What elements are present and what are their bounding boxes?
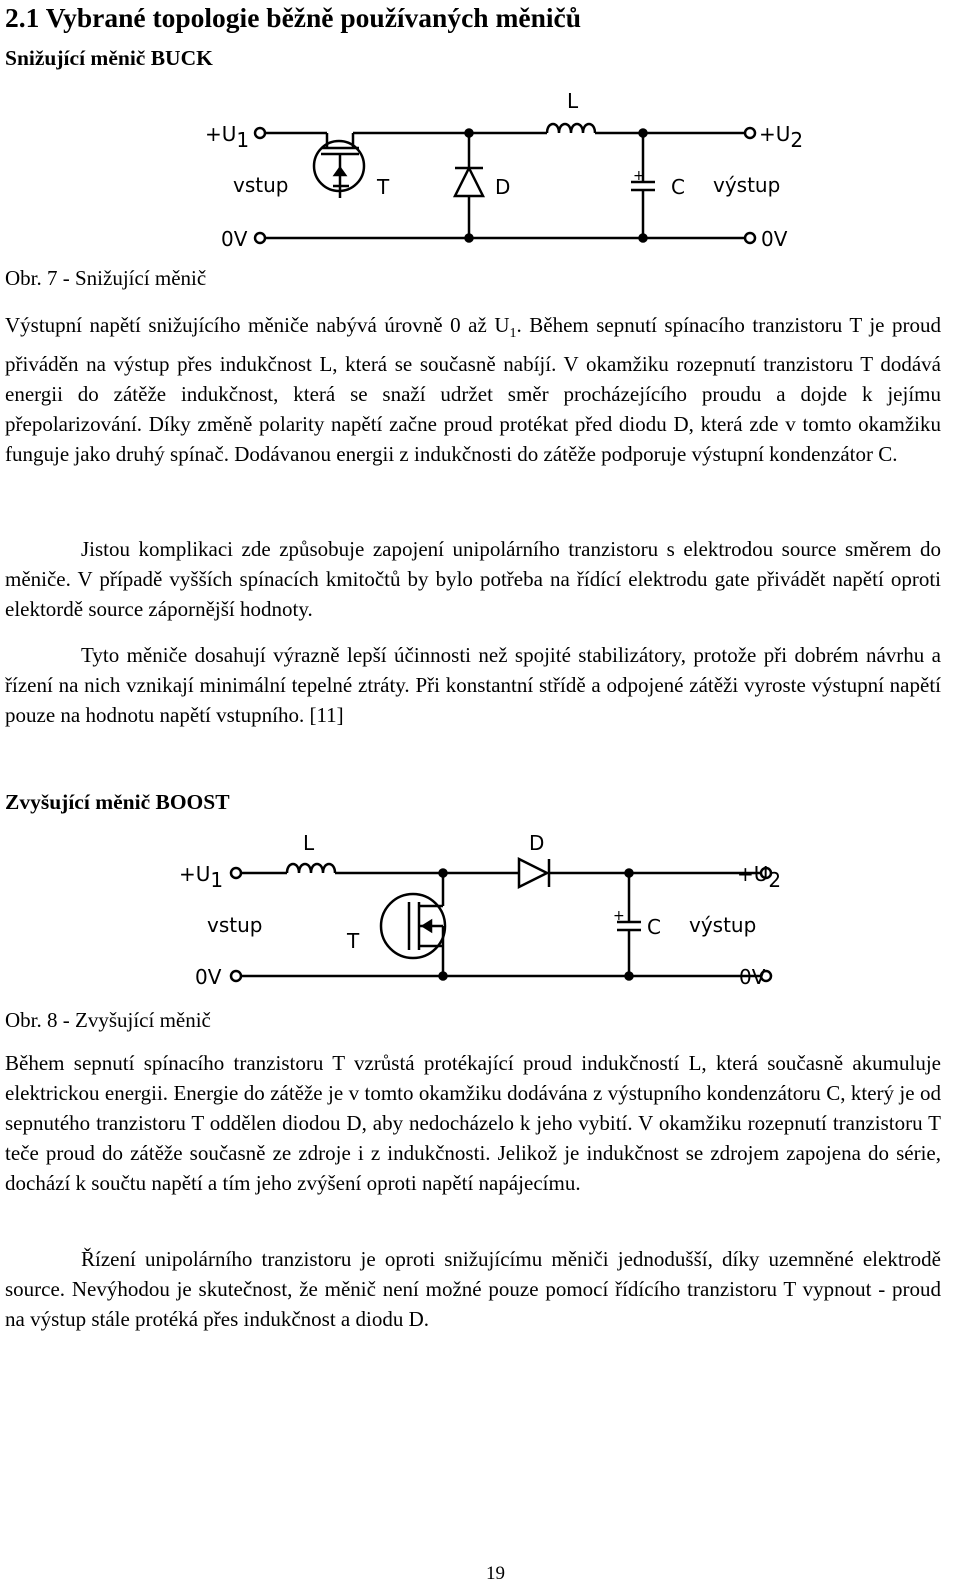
buck-label-0v-out: 0V (761, 227, 788, 251)
buck-label-c: C (671, 175, 685, 199)
buck-paragraph-1: Výstupní napětí snižujícího měniče nabývá úrovně 0 až $U_1$. Během sepnutí spínacího tranzistoru T je proud přiváděn na výstup přes indukčnost L, která se současně nabíjí. V okamžiku rozepnutí tranzistoru T dodává energii do zátěže indukčnost, která se snaží udržet směr procházejícího proudu a dojde k jejímu přepolarizování. Díky změně polarity napětí začne proud protékat před diodu D, která zde v tomto okamžiku funguje jako druhý spínač. Dodávanou energii z indukčnosti do zátěže podporuje výstupní kondenzátor C. (5, 313, 941, 467)
buck-label-d: D (495, 175, 511, 199)
buck-paragraph-2: Jistou komplikaci zde způsobuje zapojení unipolárního tranzistoru s elektrodou source směrem do měniče. V případě vyšších spínacích kmitočtů by bylo potřeba na řídící elektrodu gate přivádět napětí oproti elektordě source zápornější hodnoty. (5, 537, 941, 621)
boost-label-0v-out: 0V (739, 965, 766, 989)
boost-label-t: T (347, 929, 360, 953)
buck-caption: Obr. 7 - Snižující měnič (5, 266, 207, 290)
buck-label-vystup: výstup (713, 173, 781, 197)
buck-schematic (203, 86, 803, 256)
boost-label-u1: +U1 (179, 862, 224, 892)
page-number: 19 (486, 1563, 505, 1584)
boost-paragraph-1: Během sepnutí spínacího tranzistoru T vzrůstá protékající proud indukčností L, která současně akumuluje elektrickou energii. Energie do zátěže je v tomto okamžiku dodávána z výstupního kondenzátoru C, který je od sepnutého tranzistoru T oddělen diodou D, aby nedocházelo k jeho vybití. V okamžiku rozepnutí tranzistoru T teče proud do zátěže současně ze zdroje i z indukčnosti. Jelikož je indukčnost se zdrojem zapojena do série, dochází k součtu napětí a tím jeho zvýšení oproti napětí napájecímu. (5, 1051, 941, 1195)
buck-label-u2: +U2 (759, 122, 804, 152)
boost-caption: Obr. 8 - Zvyšující měnič (5, 1008, 211, 1032)
buck-label-u1: +U1 (205, 122, 250, 152)
boost-label-d: D (529, 831, 545, 855)
boost-label-vstup: vstup (207, 913, 263, 937)
boost-label-0v-in: 0V (195, 965, 222, 989)
buck-paragraph-3: Tyto měniče dosahují výrazně lepší účinnosti než spojité stabilizátory, protože při dobrém návrhu a řízení na nich vznikají minimální tepelné ztráty. Při konstantní střídě a odpojené zátěži vyroste výstupní napětí pouze na hodnotu napětí vstupního. [11] (5, 643, 941, 727)
buck-label-0v-in: 0V (221, 227, 248, 251)
boost-title: Zvyšující měnič BOOST (5, 790, 230, 814)
buck-label-t: T (377, 175, 390, 199)
section-heading: 2.1 Vybrané topologie běžně používaných měničů (5, 2, 582, 33)
buck-label-plus: + (633, 168, 645, 184)
boost-label-plus: + (613, 908, 625, 924)
boost-label-l: L (303, 831, 315, 855)
boost-schematic (179, 826, 799, 996)
buck-title: Snižující měnič BUCK (5, 46, 213, 70)
boost-paragraph-2: Řízení unipolárního tranzistoru je oproti snižujícímu měniči jednodušší, díky uzemněné elektrodě source. Nevýhodou je skutečnost, že měnič není možné pouze pomocí řídícího tranzistoru T vypnout - proud na výstup stále protéká přes indukčnost a diodu D. (5, 1247, 941, 1331)
buck-label-vstup: vstup (233, 173, 289, 197)
boost-label-c: C (647, 915, 661, 939)
boost-label-vystup: výstup (689, 913, 757, 937)
buck-label-l: L (567, 89, 579, 113)
boost-label-u2: +U2 (737, 862, 782, 892)
